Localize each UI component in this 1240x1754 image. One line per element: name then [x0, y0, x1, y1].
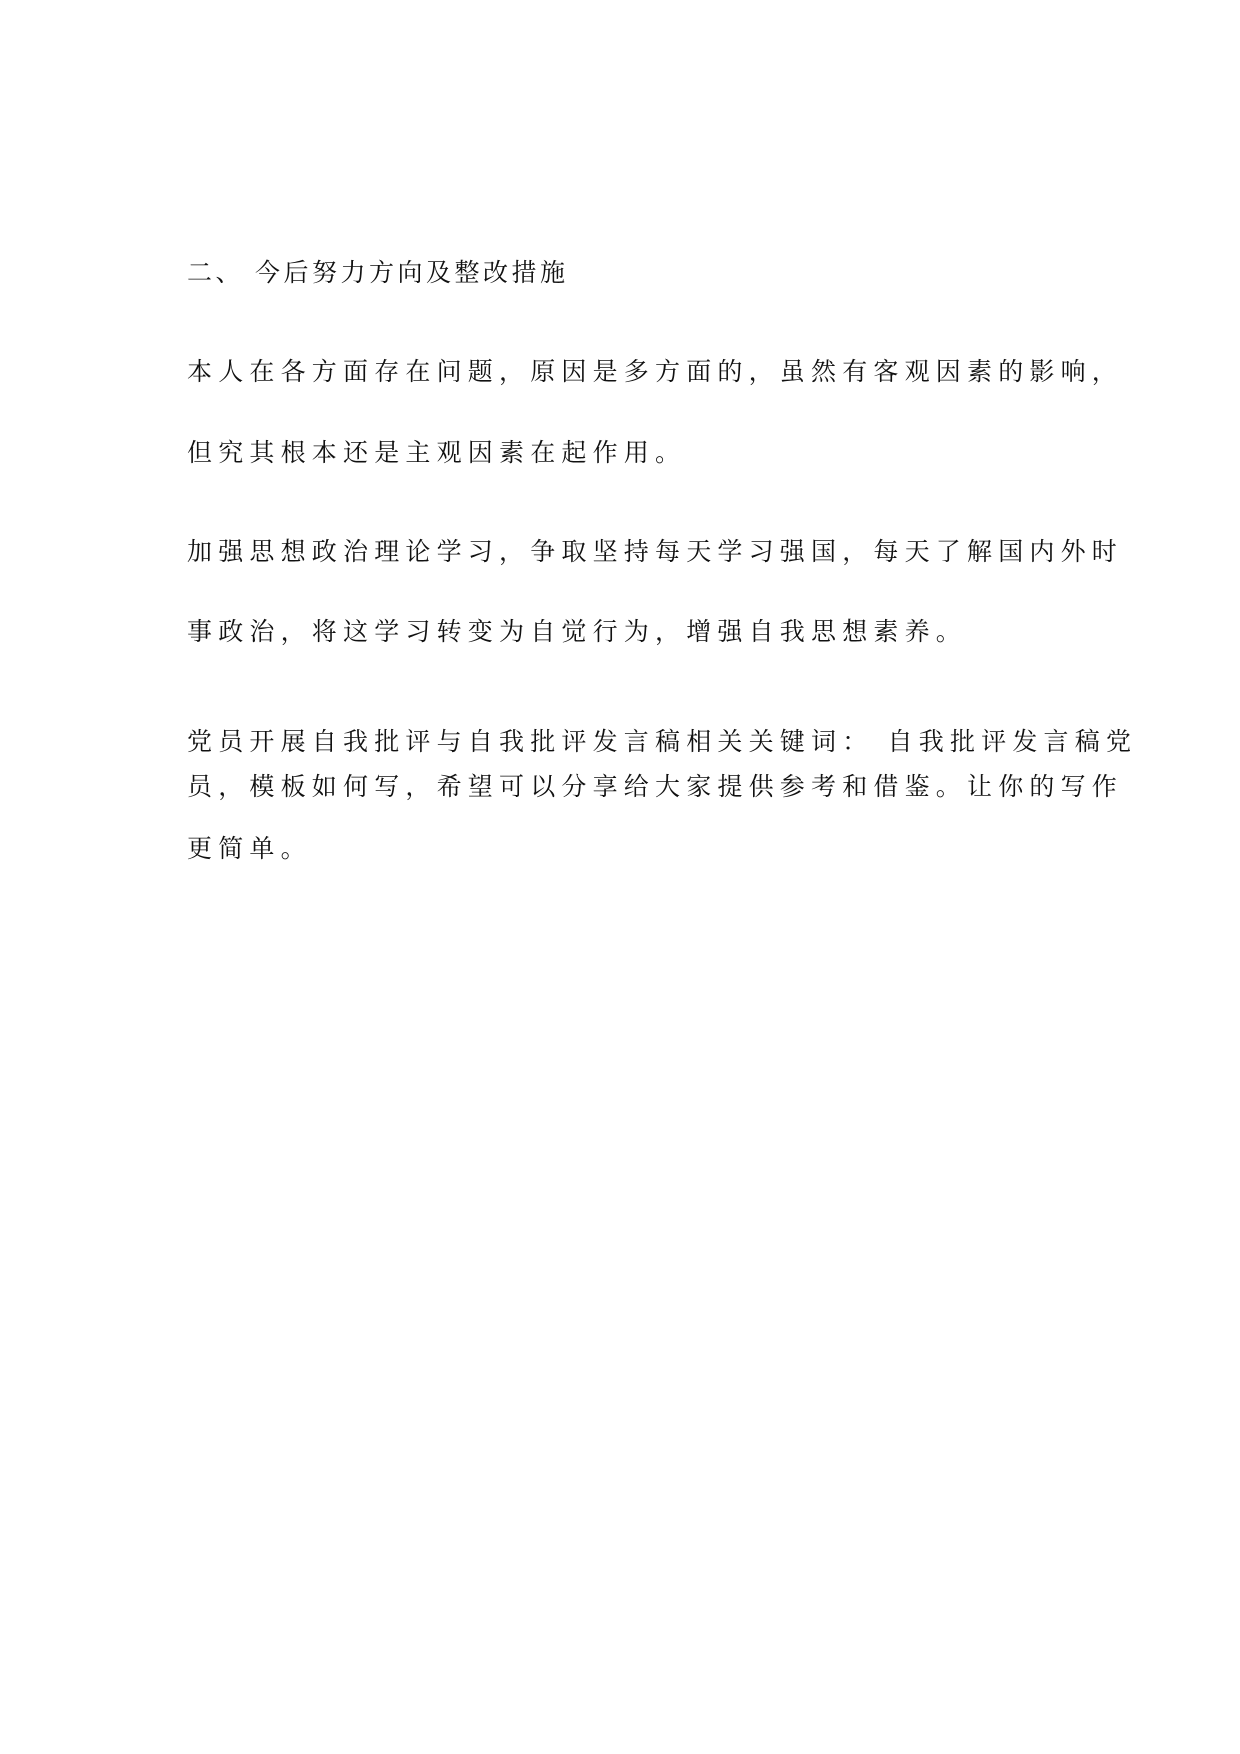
paragraph-3-line-3: 更简单。: [187, 834, 312, 863]
paragraph-3-line-1: 党员开展自我批评与自我批评发言稿相关关键词： 自我批评发言稿党: [187, 727, 1138, 756]
section-number: 二、: [187, 258, 245, 287]
paragraph-1-line-1: 本人在各方面存在问题，原因是多方面的，虽然有客观因素的影响，: [187, 357, 1124, 386]
section-title: 今后努力方向及整改措施: [255, 258, 569, 287]
section-heading: [187, 258, 569, 288]
paragraph-1-line-2: 但究其根本还是主观因素在起作用。: [187, 438, 687, 467]
paragraph-2-line-1: 加强思想政治理论学习，争取坚持每天学习强国，每天了解国内外时: [187, 537, 1124, 566]
paragraph-3-line-2: 员，模板如何写，希望可以分享给大家提供参考和借鉴。让你的写作: [187, 772, 1124, 801]
paragraph-2-line-2: 事政治，将这学习转变为自觉行为，增强自我思想素养。: [187, 617, 968, 646]
